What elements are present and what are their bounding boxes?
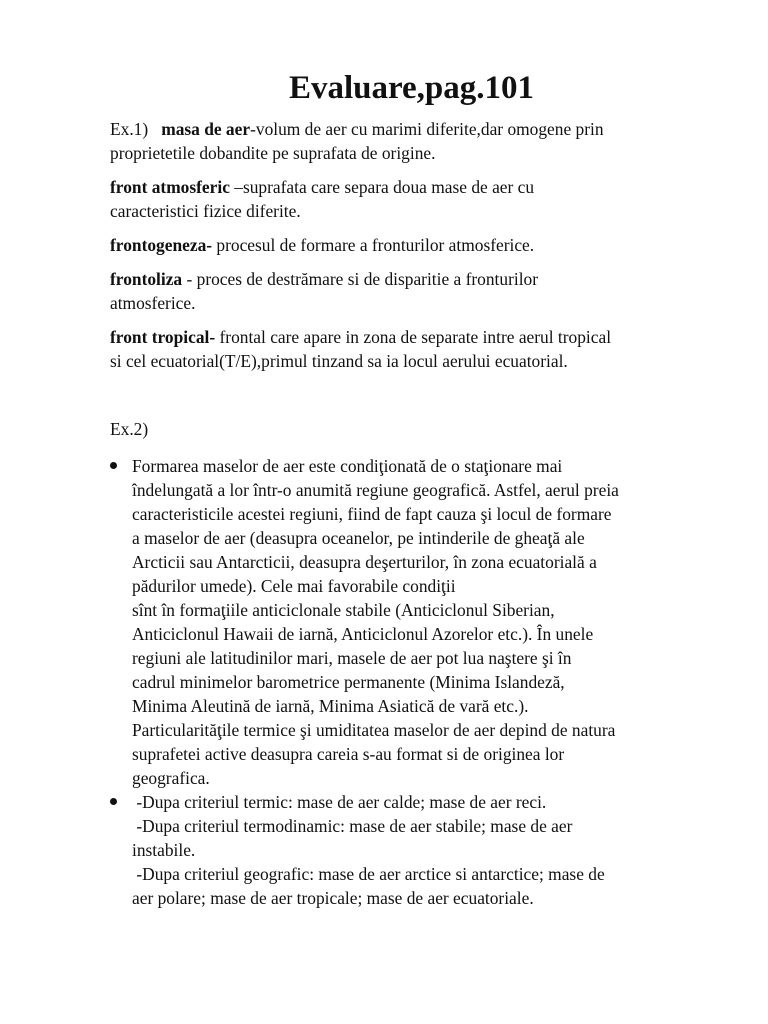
definition-front-atmosferic [110,175,710,223]
bullet1-line: pădurilor umede). Cele mai favorabile condiţii [132,576,456,596]
bullet1-line: Anticiclonul Hawaii de iarnă, Anticiclonul Azorelor etc.). În unele [132,624,594,644]
bullet1-line: Particularităţile termice şi umiditatea maselor de aer depind de natura [132,720,616,740]
definition-front-tropical [110,325,710,373]
bullet2-line: -Dupa criteriul termodinamic: mase de aer stabile; mase de aer [132,816,573,836]
bullet1-line: îndelungată a lor într-o anumită regiune geografică. Astfel, aerul preia [132,480,619,500]
bullet1-line: suprafetei active deasupra careia s-au format si de originea lor [132,744,565,764]
definition-term: front atmosferic [110,177,230,197]
bullet1-line: geografica. [132,768,210,788]
list-item [110,454,710,790]
ex2-bullet-list [110,454,710,910]
definition-text-line2: atmosferice. [110,293,196,313]
definition-frontoliza [110,267,710,315]
definition-term: frontogeneza- [110,235,213,255]
bullet2-line: -Dupa criteriul termic: mase de aer calde; mase de aer reci. [132,792,547,812]
bullet-icon [110,462,117,469]
definition-text-line1: - proces de destrămare si de disparitie a fronturilor [182,269,539,289]
ex1-text-line1: -volum de aer cu marimi diferite,dar omogene prin [250,119,604,139]
ex1-text-line2: proprietetile dobandite pe suprafata de origine. [110,143,436,163]
bullet-icon [110,798,117,805]
bullet2-line: aer polare; mase de aer tropicale; mase de aer ecuatoriale. [132,888,534,908]
definition-text-line1: frontal care apare in zona de separate intre aerul tropical [215,327,612,347]
ex1-term: masa de aer [161,119,251,139]
definition-text-line2: si cel ecuatorial(T/E),primul tinzand sa ia locul aerului ecuatorial. [110,351,568,371]
definition-term: frontoliza [110,269,183,289]
definition-text-line1: –suprafata care separa doua mase de aer cu [229,177,535,197]
definition-text-line2: caracteristici fizice diferite. [110,201,301,221]
bullet1-line: Minima Aleutină de iarnă, Minima Asiatică de vară etc.). [132,696,529,716]
list-item [110,790,710,910]
bullet1-line: regiuni ale latitudinilor mari, masele de aer pot lua naştere şi în [132,648,572,668]
bullet1-line: sînt în formaţiile anticiclonale stabile (Anticiclonul Siberian, [132,600,555,620]
bullet1-line: Formarea maselor de aer este condiţionată de o staţionare mai [132,456,563,476]
bullet2-line: instabile. [132,840,196,860]
bullet1-line: a maselor de aer (deasupra oceanelor, pe intinderile de gheaţă ale [132,528,585,548]
definition-text-line1: procesul de formare a fronturilor atmosferice. [212,235,535,255]
ex2-label: Ex.2) [110,419,149,439]
ex1-label: Ex.1) [110,119,149,139]
bullet2-line: -Dupa criteriul geografic: mase de aer arctice si antarctice; mase de [132,864,605,884]
definition-term: front tropical- [110,327,216,347]
page-title: Evaluare,pag.101 [288,70,535,106]
bullet1-line: caracteristicile acestei regiuni, fiind de fapt cauza şi locul de formare [132,504,612,524]
ex1-paragraph [110,117,710,165]
bullet1-line: Arcticii sau Antarcticii, deasupra deşerturilor, în zona ecuatorială a [132,552,597,572]
definition-frontogeneza [110,233,710,257]
bullet1-line: cadrul minimelor barometrice permanente (Minima Islandeză, [132,672,565,692]
